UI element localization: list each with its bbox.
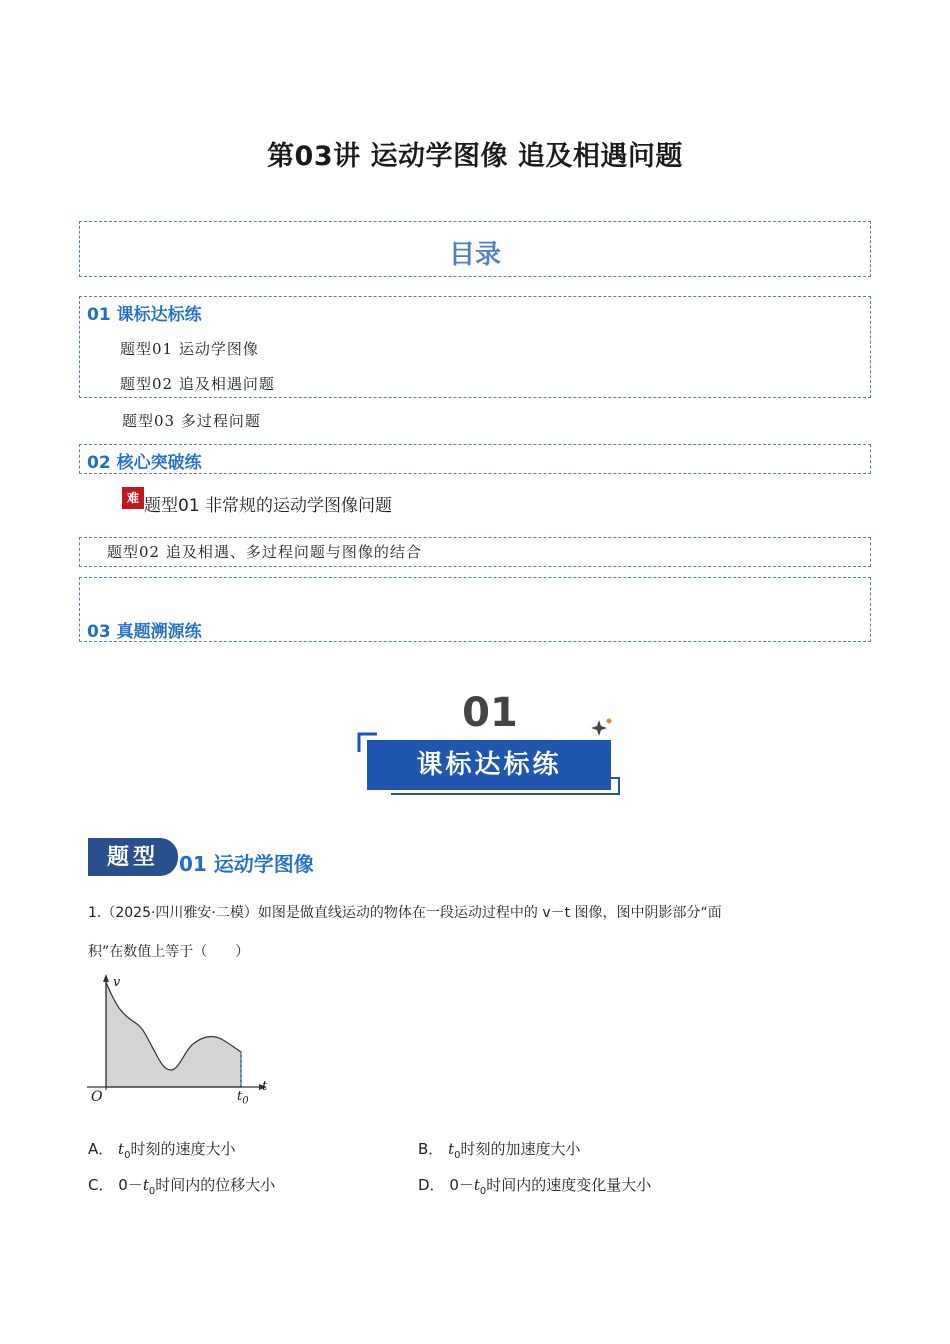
banner-label: 课标达标练 bbox=[367, 740, 611, 790]
toc-item-1-3[interactable]: 题型03 多过程问题 bbox=[122, 412, 261, 430]
question-type-badge: 题型 bbox=[88, 838, 178, 876]
option-a-sub: 0 bbox=[124, 1150, 131, 1161]
toc-item-2-2[interactable]: 题型02 追及相遇、多过程问题与图像的结合 bbox=[107, 543, 422, 561]
option-a-letter: A． bbox=[88, 1140, 114, 1158]
graph-y-label: v bbox=[113, 975, 121, 990]
option-c-text: 时间内的位移大小 bbox=[155, 1176, 276, 1194]
vt-graph bbox=[85, 972, 285, 1117]
option-b-sub: 0 bbox=[454, 1150, 461, 1161]
option-d-pre: 0－ bbox=[449, 1176, 474, 1194]
option-a[interactable] bbox=[88, 1138, 235, 1161]
option-c[interactable] bbox=[88, 1174, 275, 1197]
toc-heading-box bbox=[79, 221, 871, 277]
toc-section-1-link[interactable]: 01 课标达标练 bbox=[87, 305, 202, 325]
option-d[interactable] bbox=[418, 1174, 651, 1197]
graph-origin-label: O bbox=[91, 1089, 103, 1105]
option-c-letter: C． bbox=[88, 1176, 114, 1194]
graph-t0-var: t bbox=[237, 1089, 243, 1104]
option-a-var: t bbox=[118, 1140, 125, 1158]
graph-x-label: t bbox=[262, 1079, 268, 1094]
option-d-sub: 0 bbox=[479, 1186, 487, 1197]
vt-graph-svg bbox=[85, 972, 285, 1117]
option-d-text: 时间内的速度变化量大小 bbox=[486, 1176, 652, 1194]
option-c-var: t bbox=[142, 1176, 149, 1194]
option-b-letter: B． bbox=[418, 1140, 444, 1158]
toc-item-2-1[interactable]: 题型01 非常规的运动学图像问题 bbox=[144, 496, 393, 516]
graph-t0-sub: 0 bbox=[242, 1095, 249, 1107]
page-title: 第03讲 运动学图像 追及相遇问题 bbox=[267, 141, 683, 172]
section-banner bbox=[355, 690, 625, 800]
question-text-line-2: 积”在数值上等于（ ） bbox=[88, 944, 250, 960]
banner-number: 01 bbox=[462, 690, 518, 736]
option-b-text: 时刻的加速度大小 bbox=[460, 1140, 581, 1158]
graph-t0-label bbox=[237, 1089, 249, 1107]
toc-section-3-link[interactable]: 03 真题溯源练 bbox=[87, 622, 202, 642]
toc-item-1-1[interactable]: 题型01 运动学图像 bbox=[120, 340, 259, 358]
question-type-title: 01 运动学图像 bbox=[179, 852, 314, 876]
hard-badge: 难 bbox=[122, 487, 144, 509]
question-text-line-1: 1.（2025·四川雅安·二模）如图是做直线运动的物体在一段运动过程中的 v－t 图像，图中阴影部分“面 bbox=[88, 905, 722, 921]
option-b[interactable] bbox=[418, 1138, 581, 1161]
toc-section-2-link[interactable]: 02 核心突破练 bbox=[87, 453, 202, 473]
option-c-pre: 0－ bbox=[118, 1176, 143, 1194]
toc-heading: 目录 bbox=[448, 240, 501, 270]
toc-item-1-2[interactable]: 题型02 追及相遇问题 bbox=[120, 375, 275, 393]
option-b-var: t bbox=[448, 1140, 455, 1158]
option-d-letter: D． bbox=[418, 1176, 445, 1194]
option-d-var: t bbox=[473, 1176, 480, 1194]
option-a-text: 时刻的速度大小 bbox=[130, 1140, 236, 1158]
option-c-sub: 0 bbox=[148, 1186, 156, 1197]
